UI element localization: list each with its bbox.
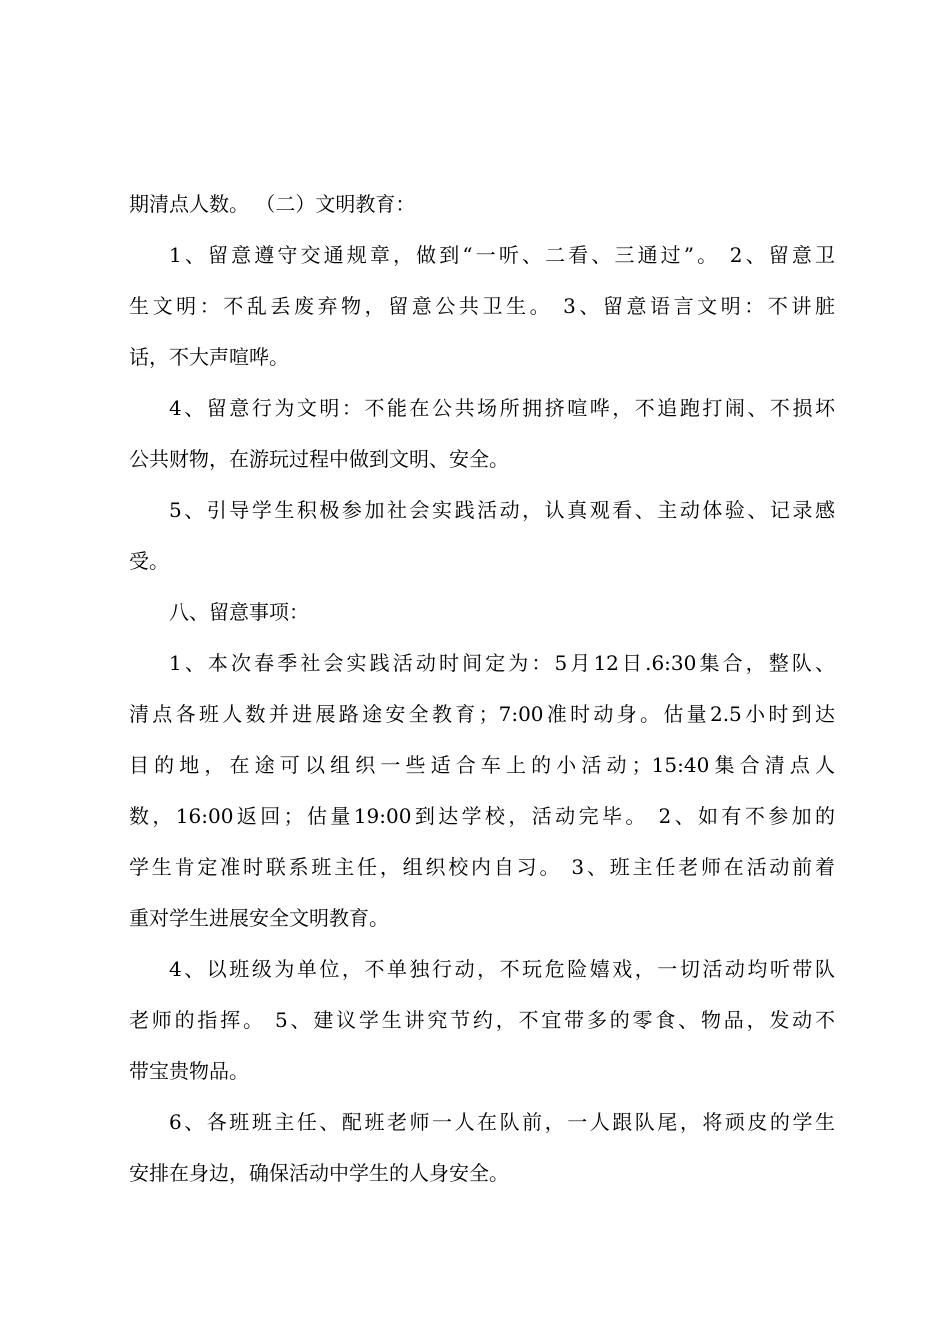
text-line-11: 清点各班人数并进展路途安全教育；7:00准时动身。估量2.5小时到达 [129,702,835,726]
text-line-13: 数，16:00返回；估量19:00到达学校，活动完毕。 2、如有不参加的 [129,804,835,828]
text-line-3: 生文明：不乱丢废弃物，留意公共卫生。 3、留意语言文明：不讲脏 [129,294,835,318]
text-line-19: 6、各班班主任、配班老师一人在队前，一人跟队尾，将顽皮的学生 [169,1110,835,1134]
text-line-20: 安排在身边，确保活动中学生的人身安全。 [129,1161,509,1185]
text-line-8: 受。 [129,549,169,573]
section-heading: 八、留意事项： [169,600,309,624]
text-line-17: 老师的指挥。 5、建议学生讲究节约，不宜带多的零食、物品，发动不 [129,1008,835,1032]
text-line-16: 4、以班级为单位，不单独行动，不玩危险嬉戏，一切活动均听带队 [169,957,835,981]
text-line-18: 带宝贵物品。 [129,1059,249,1083]
text-line-10: 1、本次春季社会实践活动时间定为：5月12日.6:30集合，整队、 [169,651,835,675]
text-line-6: 公共财物，在游玩过程中做到文明、安全。 [129,447,509,471]
text-line-7: 5、引导学生积极参加社会实践活动，认真观看、主动体验、记录感 [169,498,835,522]
text-line-2: 1、留意遵守交通规章，做到“一听、二看、三通过”。 2、留意卫 [169,243,835,267]
text-line-14: 学生肯定准时联系班主任，组织校内自习。 3、班主任老师在活动前着 [129,855,835,879]
text-line-1: 期清点人数。 （二）文明教育： [129,192,416,216]
text-line-4: 话，不大声喧哗。 [129,345,289,369]
text-line-12: 目的地，在途可以组织一些适合车上的小活动；15:40集合清点人 [129,753,835,777]
document-body [129,189,835,1209]
text-line-5: 4、留意行为文明：不能在公共场所拥挤喧哗，不追跑打闹、不损坏 [169,396,835,420]
text-line-15: 重对学生进展安全文明教育。 [129,906,389,930]
